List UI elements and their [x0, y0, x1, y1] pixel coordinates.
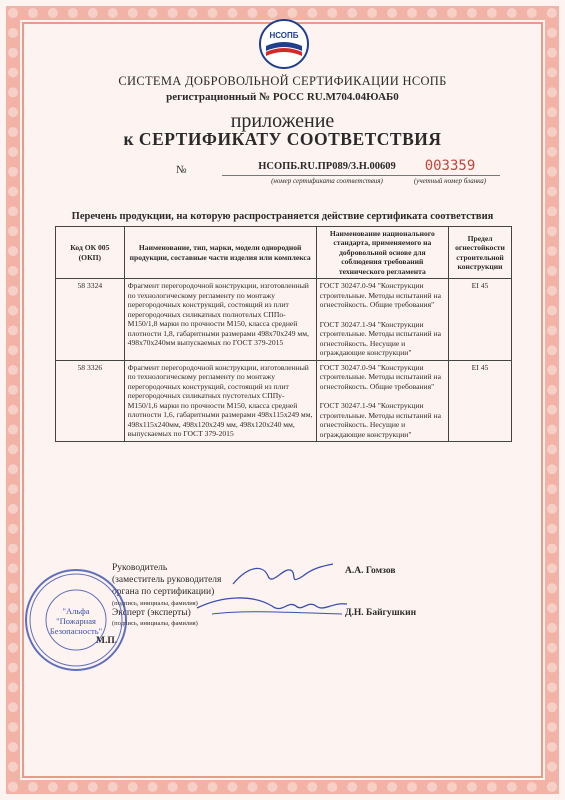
expert-name: Д.Н. Байгушкин [345, 608, 417, 618]
blank-number: 003359 [424, 158, 476, 174]
product-list-title: Перечень продукции, на которую распространяется действие сертификата соответствия [71, 211, 494, 222]
appendix-title: приложение [230, 110, 335, 132]
header-standard: Наименование национального стандарта, применяемого на добровольной основе для соблюдения требований технического регламента [316, 227, 448, 279]
nsopb-logo-icon [258, 18, 310, 70]
table-header-row [56, 227, 512, 279]
table-row [56, 279, 512, 360]
cell-fire-limit: EI 45 [449, 360, 512, 441]
standard-1: ГОСТ 30247.0-94 "Конструкции строительные. Методы испытаний на огнестойкость. Общие требования" [319, 281, 441, 310]
expert-label: Эксперт (эксперты) [112, 608, 191, 618]
logo-text: НСОПБ [269, 31, 299, 40]
registration-number: регистрационный № РОСС RU.M704.04ЮАБ0 [166, 91, 399, 103]
divider [400, 175, 500, 176]
head-signature-icon [228, 556, 338, 592]
certificate-number: НСОПБ.RU.ПР089/3.Н.00609 [258, 161, 396, 172]
cell-code: 58 3324 [56, 279, 125, 360]
table-row [56, 360, 512, 441]
certificate-number-hint: (номер сертификата соответствия) [271, 177, 383, 185]
head-sub1: (заместитель руководителя [112, 575, 222, 585]
cell-code: 58 3326 [56, 360, 125, 441]
head-label: Руководитель [112, 563, 168, 573]
header-fire-limit: Предел огнестойкости строительной конструкции [449, 227, 512, 279]
stamp-line1: "Альфа [62, 606, 90, 616]
head-name: А.А. Гомзов [345, 566, 396, 576]
cell-standard [316, 279, 448, 360]
system-title: СИСТЕМА ДОБРОВОЛЬНОЙ СЕРТИФИКАЦИИ НСОПБ [118, 74, 447, 88]
certificate-title: к СЕРТИФИКАТУ СООТВЕТСТВИЯ [123, 129, 442, 149]
expert-signature-icon [192, 588, 352, 628]
expert-hint: (подпись, инициалы, фамилия) [112, 620, 198, 627]
round-stamp-icon [22, 566, 130, 674]
certificate-number-row [150, 160, 510, 194]
standard-2: ГОСТ 30247.1-94 "Конструкции строительные. Методы испытаний на огнестойкость. Несущие и ограждающие конструкции" [319, 319, 441, 358]
standard-1: ГОСТ 30247.0-94 "Конструкции строительные. Методы испытаний на огнестойкость. Общие требования" [319, 362, 441, 391]
head-sub2: органа по сертификации) [112, 587, 215, 597]
stamp-place: М.П. [96, 636, 118, 646]
standard-2: ГОСТ 30247.1-94 "Конструкции строительные. Методы испытаний на огнестойкость. Несущие и ограждающие конструкции" [319, 401, 441, 439]
blank-number-hint: (учетный номер бланка) [413, 177, 487, 185]
product-table [55, 226, 512, 442]
cell-product-name: Фрагмент перегородочной конструкции, изготовленный по технологическому регламенту по монтажу перегородочных конструкций, состоящий из плит перегородочных силикатных пустотелых СППу-М150/1,6 марки по прочности М150, класса средней плотности 1,6, габаритными размерами 498х115х249 мм, 498х115х240мм, 498х120х249 мм, 498х120х240 мм, выпускаемых по ГОСТ 379-2015 [124, 360, 316, 441]
header-code: Код ОК 005 (ОКП) [56, 227, 125, 279]
number-sign: № [176, 164, 187, 176]
stamp-line3: Безопасность" [49, 626, 103, 636]
header-product-name: Наименование, тип, марки, модели однородной продукции, составные части изделия или комплекса [124, 227, 316, 279]
cell-standard [316, 360, 448, 441]
head-hint: (подпись, инициалы, фамилия) [112, 600, 198, 607]
cell-fire-limit: EI 45 [449, 279, 512, 360]
stamp-line2: "Пожарная [56, 616, 96, 626]
cell-product-name: Фрагмент перегородочной конструкции, изготовленный по технологическому регламенту по монтажу перегородочных конструкций, состоящий из плит перегородочных силикатных полнотелых СППо-М150/1,8 марки по прочности М150, класса средней плотности 1,8, габаритными размерами 498х70х249 мм, 498х70х240мм выпускаемых по ГОСТ 379-2015 [124, 279, 316, 360]
